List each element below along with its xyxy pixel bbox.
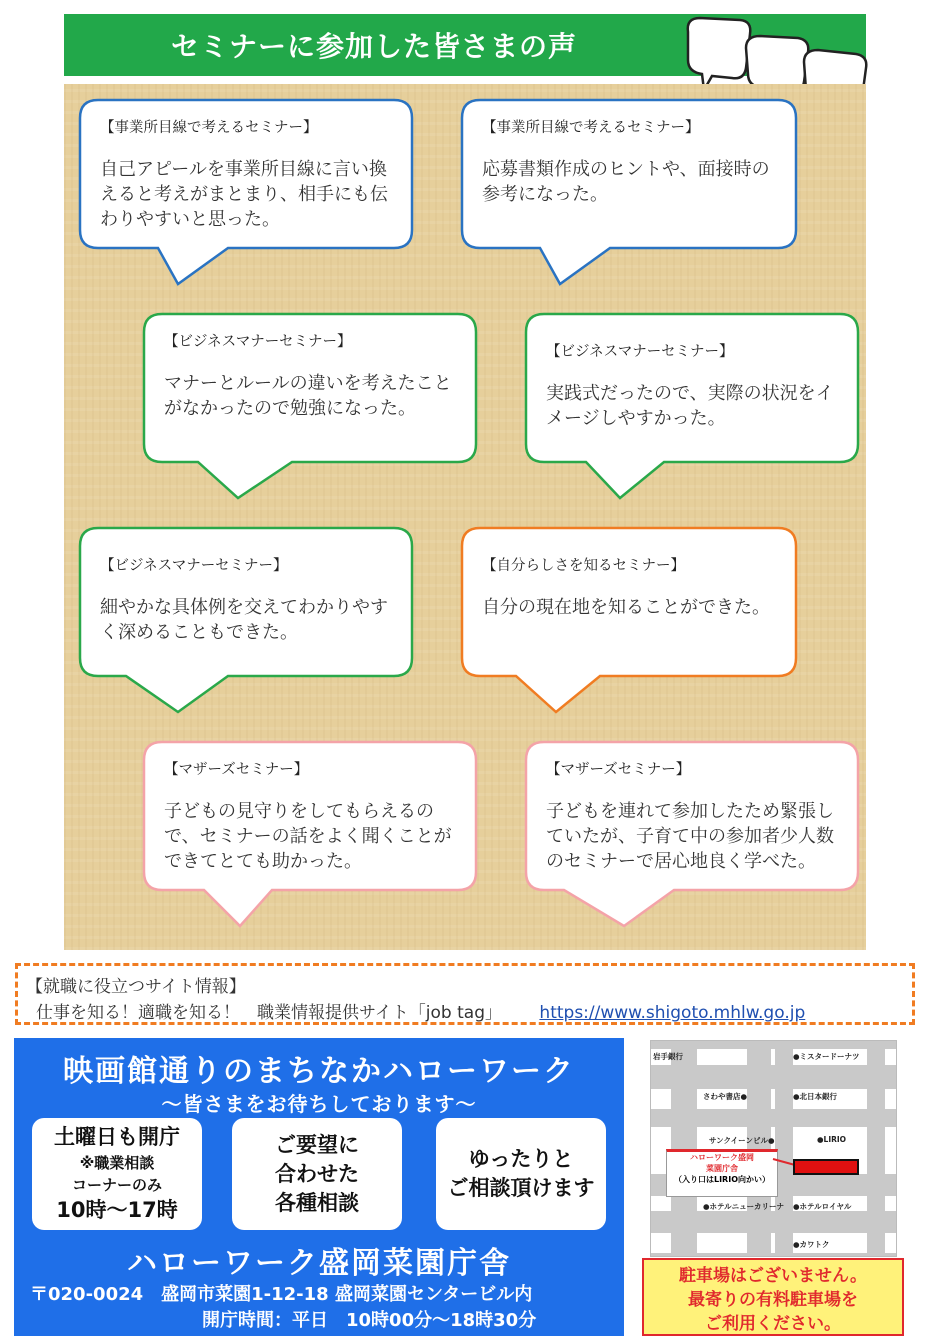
testimonial-category: 【マザーズセミナー】 bbox=[546, 762, 691, 778]
parking-line: ご利用ください。 bbox=[705, 1314, 841, 1334]
office-building-marker bbox=[793, 1159, 859, 1175]
card-line: 10時〜17時 bbox=[56, 1198, 178, 1222]
office-panel bbox=[14, 1038, 624, 1336]
card-line: ご要望に bbox=[275, 1132, 359, 1157]
testimonial-text: 自己アピールを事業所目線に言い換えると考えがまとまり、相手にも伝わりやすいと思った。 bbox=[100, 159, 388, 230]
map-label: ●ホテルニューカリーナ bbox=[703, 1202, 785, 1211]
card-line: ※職業相談 bbox=[79, 1154, 155, 1172]
testimonial-text: 子どもを連れて参加したため緊張していたが、子育て中の参加者少人数のセミナーで居心地良く学べた。 bbox=[546, 801, 834, 872]
site-info-title: 【就職に役立つサイト情報】 bbox=[26, 977, 246, 997]
testimonial-bubble bbox=[524, 740, 860, 930]
map-label: さわや書店● bbox=[703, 1092, 748, 1101]
testimonial-text: 自分の現在地を知ることができた。 bbox=[482, 597, 770, 618]
parking-line: 最寄りの有料駐車場を bbox=[688, 1290, 858, 1310]
office-subheadline: 〜皆さまをお待ちしております〜 bbox=[161, 1092, 477, 1116]
testimonial-text: 細やかな具体例を交えてわかりやすく深めることもできた。 bbox=[100, 597, 388, 643]
card-line: ゆったりと bbox=[468, 1147, 574, 1171]
testimonial-bubble bbox=[142, 740, 478, 930]
card-line: 合わせた bbox=[275, 1161, 359, 1186]
map-label: サンクイーンビル● bbox=[709, 1136, 775, 1145]
map-label: ●ホテルロイヤル bbox=[793, 1202, 852, 1211]
testimonial-text: 応募書類作成のヒントや、面接時の参考になった。 bbox=[482, 159, 770, 205]
feature-card-consult bbox=[232, 1118, 402, 1230]
callout-line: （入り口はLIRIO向かい） bbox=[673, 1175, 770, 1184]
site-info-box bbox=[15, 963, 915, 1025]
card-line: 各種相談 bbox=[275, 1190, 359, 1215]
map-label: ●ミスタードーナツ bbox=[793, 1052, 860, 1061]
map-label: ●LIRIO bbox=[817, 1135, 847, 1144]
office-address: 〒020-0024 盛岡市菜園1-12-18 盛岡菜園センタービル内 bbox=[30, 1284, 533, 1305]
map-label: 岩手銀行 bbox=[653, 1052, 683, 1061]
parking-notice bbox=[642, 1258, 904, 1336]
section-header bbox=[64, 14, 866, 76]
office-name: ハローワーク盛岡菜園庁舎 bbox=[127, 1246, 511, 1281]
feature-card-relaxed bbox=[436, 1118, 606, 1230]
card-line: 土曜日も開庁 bbox=[54, 1125, 180, 1149]
feature-card-saturday bbox=[32, 1118, 202, 1230]
testimonial-category: 【ビジネスマナーセミナー】 bbox=[546, 344, 734, 360]
card-line: ご相談頂けます bbox=[447, 1176, 595, 1200]
card-line: コーナーのみ bbox=[71, 1176, 162, 1194]
callout-line: ハローワーク盛岡 bbox=[690, 1153, 754, 1162]
testimonial-bubble bbox=[460, 98, 798, 288]
testimonial-text: マナーとルールの違いを考えたことがなかったので勉強になった。 bbox=[164, 373, 452, 419]
map-label: ●北日本銀行 bbox=[793, 1092, 838, 1101]
office-hours: 開庁時間：平日 10時00分〜18時30分 bbox=[202, 1310, 537, 1331]
location-map bbox=[650, 1040, 897, 1257]
testimonial-bubble bbox=[78, 526, 414, 716]
callout-line: 菜園庁舎 bbox=[706, 1164, 738, 1173]
testimonial-category: 【ビジネスマナーセミナー】 bbox=[164, 334, 352, 350]
job-tag-link[interactable]: https://www.shigoto.mhlw.go.jp bbox=[539, 1003, 806, 1023]
office-headline: 映画館通りのまちなかハローワーク bbox=[63, 1054, 575, 1089]
map-label: ●カワトク bbox=[793, 1240, 830, 1249]
parking-line: 駐車場はございません。 bbox=[678, 1266, 868, 1286]
testimonial-bubble bbox=[78, 98, 414, 288]
testimonial-text: 子どもの見守りをしてもらえるので、セミナーの話をよく聞くことができてとても助かった。 bbox=[164, 801, 452, 872]
site-info-description: 仕事を知る！適職を知る！ 職業情報提供サイト「job tag」 bbox=[36, 1003, 503, 1023]
testimonial-bubble bbox=[524, 312, 860, 502]
testimonial-text: 実践式だったので、実際の状況をイメージしやすかった。 bbox=[546, 383, 834, 429]
testimonial-category: 【事業所目線で考えるセミナー】 bbox=[482, 120, 700, 136]
map-office-callout bbox=[666, 1149, 778, 1197]
testimonial-category: 【自分らしさを知るセミナー】 bbox=[482, 558, 685, 574]
testimonial-category: 【ビジネスマナーセミナー】 bbox=[100, 558, 288, 574]
section-title: セミナーに参加した皆さまの声 bbox=[170, 30, 577, 63]
testimonial-bubble bbox=[460, 526, 798, 716]
testimonial-category: 【マザーズセミナー】 bbox=[164, 762, 309, 778]
testimonial-bubble bbox=[142, 312, 478, 502]
testimonial-category: 【事業所目線で考えるセミナー】 bbox=[100, 120, 318, 136]
